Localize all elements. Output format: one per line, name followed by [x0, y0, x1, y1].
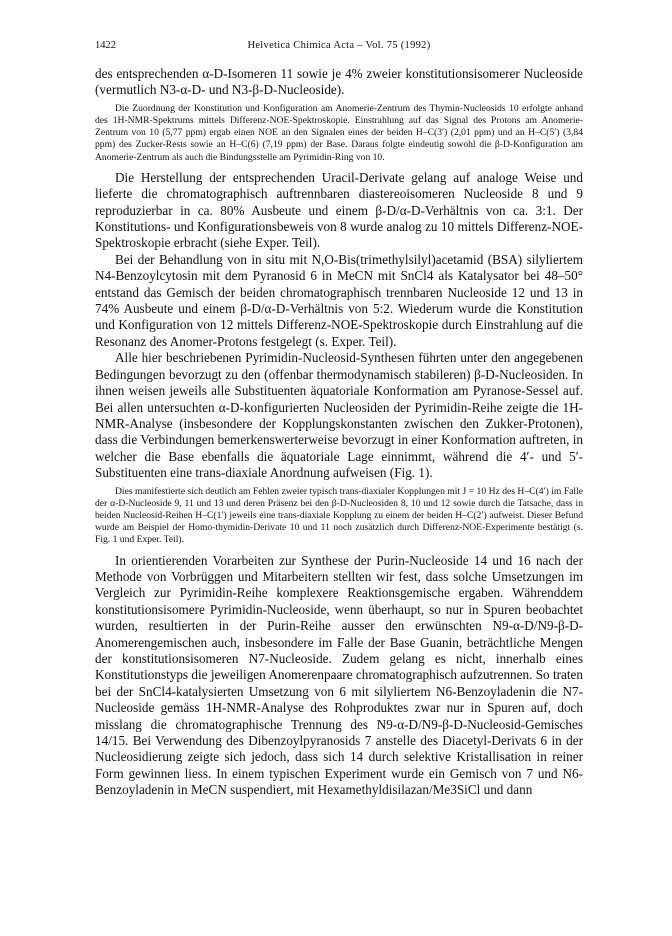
page-number: 1422	[95, 40, 116, 51]
note-thymine-assignment: Die Zuordnung der Konstitution und Konfiguration am Anomerie-Zentrum des Thymin-Nucleosids 10 erfolgte anhand des 1H-NMR-Spektrums mittels Differenz-NOE-Spektroskopie. Einstrahlung auf das Signal des Protons am Anomerie-Zentrum von 10 (5,77 ppm) ergab einen NOE an den Signalen eines der beiden H–C(3′) (2,01 ppm) und an H–C(5′) (3,84 ppm) des Zucker-Rests sowie an H–C(6) (7,19 ppm) der Base. Daraus folgte eindeutig sowohl die β-D-Konfiguration am Anomerie-Zentrum als auch die Bindungsstelle am Pyrimidin-Ring von 10.	[95, 102, 583, 163]
paragraph-conformation: Alle hier beschriebenen Pyrimidin-Nucleosid-Synthesen führten unter den angegebenen Bedingungen bevorzugt zu den (offenbar thermodynamisch stabileren) β-D-Nucleosiden. In ihnen weisen jeweils alle Substituenten äquatoriale Konformation am Pyranose-Sessel auf. Bei allen untersuchten α-D-konfigurierten Nucleosiden der Pyrimidin-Reihe zeigte die 1H-NMR-Analyse (insbesondere der Kopplungskonstanten zwischen den Zukker-Protonen), dass die Verbindungen bemerkenswerterweise bevorzugt in einer Konformation auftreten, in welcher die Base ebenfalls die äquatoriale Lage einnimmt, während die 4′- und 5′-Substituenten eine trans-diaxiale Anordnung aufweisen (Fig. 1).	[95, 350, 583, 481]
paragraph-cytosine: Bei der Behandlung von in situ mit N,O-Bis(trimethylsilyl)acetamid (BSA) silyliertem N4-Benzoylcytosin mit dem Pyranosid 6 in MeCN mit SnCl4 als Katalysator bei 48–50° entstand das Gemisch der beiden chromatographisch trennbaren Nucleoside 12 und 13 in 74% Ausbeute und einem β-D/α-D-Verhältnis von 5:2. Wiederum wurde die Konstitution und Konfiguration von 12 mittels Differenz-NOE-Spektroskopie durch Einstrahlung auf die Resonanz des Anomer-Protons festgelegt (s. Exper. Teil).	[95, 251, 583, 349]
page-header	[95, 40, 583, 58]
paragraph-uracil: Die Herstellung der entsprechenden Uracil-Derivate gelang auf analoge Weise und lieferte die chromatographisch auftrennbaren diastereoisomeren Nucleoside 8 und 9 reproduzierbar in ca. 80% Ausbeute und einem β-D/α-D-Verhältnis von ca. 3:1. Der Konstitutions- und Konfigurationsbeweis von 8 wurde analog zu 10 mittels Differenz-NOE-Spektroskopie erbracht (siehe Exper. Teil).	[95, 169, 583, 251]
note-coupling-constants: Dies manifestierte sich deutlich am Fehlen zweier typisch trans-diaxialer Kopplungen mit J = 10 Hz des H–C(4′) im Falle der α-D-Nucleoside 9, 11 und 13 und deren Präsenz bei den β-D-Nucleosiden 8, 10 und 12 sowie durch die Tatsache, dass in beiden Nucleosid-Reihen H–C(1′) jeweils eine trans-diaxiale Kopplung zu einem der beiden H–C(2′) aufweist. Dieser Befund wurde am Beispiel der Homo-thymidin-Derivate 10 und 11 noch zusätzlich durch Differenz-NOE-Experimente bestätigt (s. Fig. 1 und Exper. Teil).	[95, 485, 583, 546]
running-title: Helvetica Chimica Acta – Vol. 75 (1992)	[247, 40, 431, 51]
paragraph-purine: In orientierenden Vorarbeiten zur Synthese der Purin-Nucleoside 14 und 16 nach der Methode von Vorbrüggen und Mitarbeitern stellten wir fest, dass solche Umsetzungen im Vergleich zur Pyrimidin-Reihe komplexere Reaktionsgemische ergaben. Währenddem konstitutionsisomere Pyrimidin-Nucleoside, wenn überhaupt, so nur in Spuren beobachtet wurden, resultierten in der Purin-Reihe ausser den erwünschten N9-α-D/N9-β-D-Anomerengemischen auch, insbesondere im Falle der Base Guanin, beträchtliche Mengen der konstitutionsisomeren N7-Nucleoside. Zudem gelang es nicht, innerhalb eines Konstitutionstyps die jeweiligen Anomerenpaare chromatographisch aufzutrennen. So traten bei der SnCl4-katalysierten Umsetzung von 6 mit silyliertem N6-Benzoyladenin die N7-Nucleoside gemäss 1H-NMR-Analyse des Rohproduktes zwar nur in Spuren auf, doch misslang die chromatographische Trennung des N9-α-D/N9-β-D-Nucleosid-Gemisches 14/15. Bei Verwendung des Dibenzoylpyranosids 7 anstelle des Diacetyl-Derivats 6 in der Nucleosidierung zeigte sich jedoch, dass sich 14 durch selektive Kristallisation in reiner Form gewinnen liess. In einem typischen Experiment wurde ein Gemisch von 7 und N6-Benzoyladenin in MeCN suspendiert, mit Hexamethyldisilazan/Me3SiCl und dann	[95, 552, 583, 798]
journal-page	[95, 40, 583, 799]
paragraph-continuation: des entsprechenden α-D-Isomeren 11 sowie je 4% zweier konstitutionsisomerer Nucleoside (vermutlich N3-α-D- und N3-β-D-Nucleoside).	[95, 66, 583, 98]
